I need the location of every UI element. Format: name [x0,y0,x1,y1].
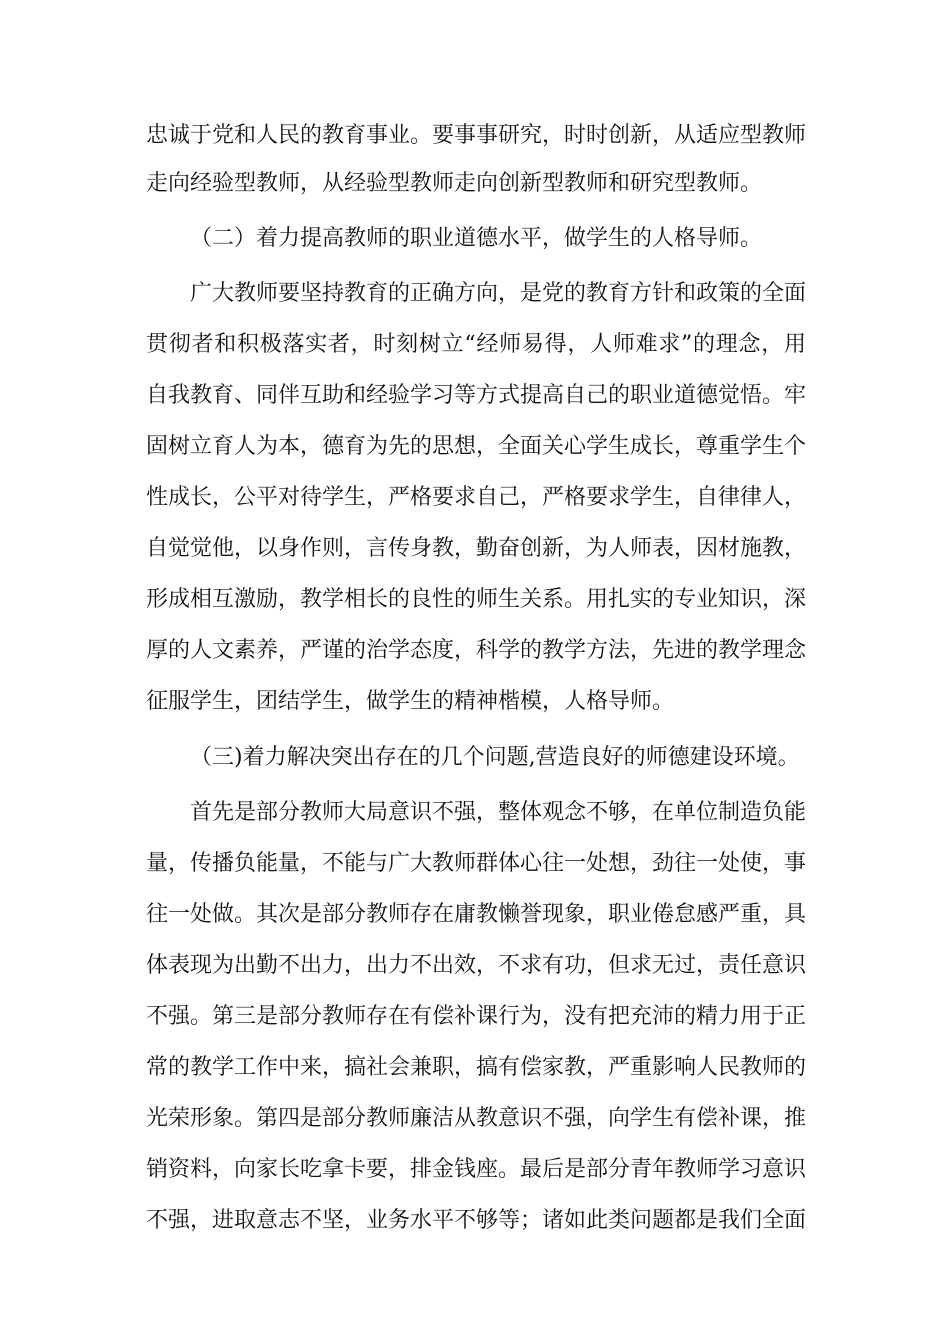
text-line: 忠诚于党和人民的教育事业。要事事研究，时时创新，从适应型教师 [146,123,806,148]
text-line: 征服学生，团结学生，做学生的精神楷模，人格导师。 [146,689,675,714]
text-line: 形成相互激励，教学相长的良性的师生关系。用扎实的专业知识，深 [146,587,806,612]
section-heading: （二）着力提高教师的职业道德水平，做学生的人格导师。 [190,226,763,251]
text-line: 常的教学工作中来，搞社会兼职，搞有偿家教，严重影响人民教师的 [146,1055,806,1080]
text-line: 首先是部分教师大局意识不强，整体观念不够，在单位制造负能 [190,800,806,825]
text-line: 不强，进取意志不坚，业务水平不够等；诸如此类问题都是我们全面 [146,1208,806,1233]
text-line: 自我教育、同伴互助和经验学习等方式提高自己的职业道德觉悟。牢 [146,383,806,408]
text-line: 厚的人文素养，严谨的治学态度，科学的教学方法，先进的教学理念 [146,638,806,663]
text-line: 固树立育人为本，德育为先的思想，全面关心学生成长，尊重学生个 [146,434,806,459]
text-line: 销资料，向家长吃拿卡要，排金钱座。最后是部分青年教师学习意识 [146,1157,806,1182]
section-heading: （三)着力解决突出存在的几个问题,营造良好的师德建设环境。 [190,745,800,770]
text-line: 往一处做。其次是部分教师存在庸教懒誉现象，职业倦怠感严重，具 [146,902,806,927]
text-line: 性成长，公平对待学生，严格要求自己，严格要求学生，自律律人， [146,485,806,510]
text-line: 自觉觉他，以身作则，言传身教，勤奋创新，为人师表，因材施教， [146,536,806,561]
text-line: 不强。第三是部分教师存在有偿补课行为，没有把充沛的精力用于正 [146,1004,806,1029]
text-line: 走向经验型教师，从经验型教师走向创新型教师和研究型教师。 [146,171,763,196]
text-line: 光荣形象。第四是部分教师廉洁从教意识不强，向学生有偿补课，推 [146,1106,806,1131]
text-line: 体表现为出勤不出力，出力不出效，不求有功，但求无过，责任意识 [146,953,806,978]
text-line: 广大教师要坚持教育的正确方向，是党的教育方针和政策的全面 [190,281,806,306]
text-line: 量，传播负能量，不能与广大教师群体心往一处想，劲往一处使，事 [146,851,806,876]
text-line: 贯彻者和积极落实者，时刻树立“经师易得，人师难求”的理念，用 [146,332,806,357]
